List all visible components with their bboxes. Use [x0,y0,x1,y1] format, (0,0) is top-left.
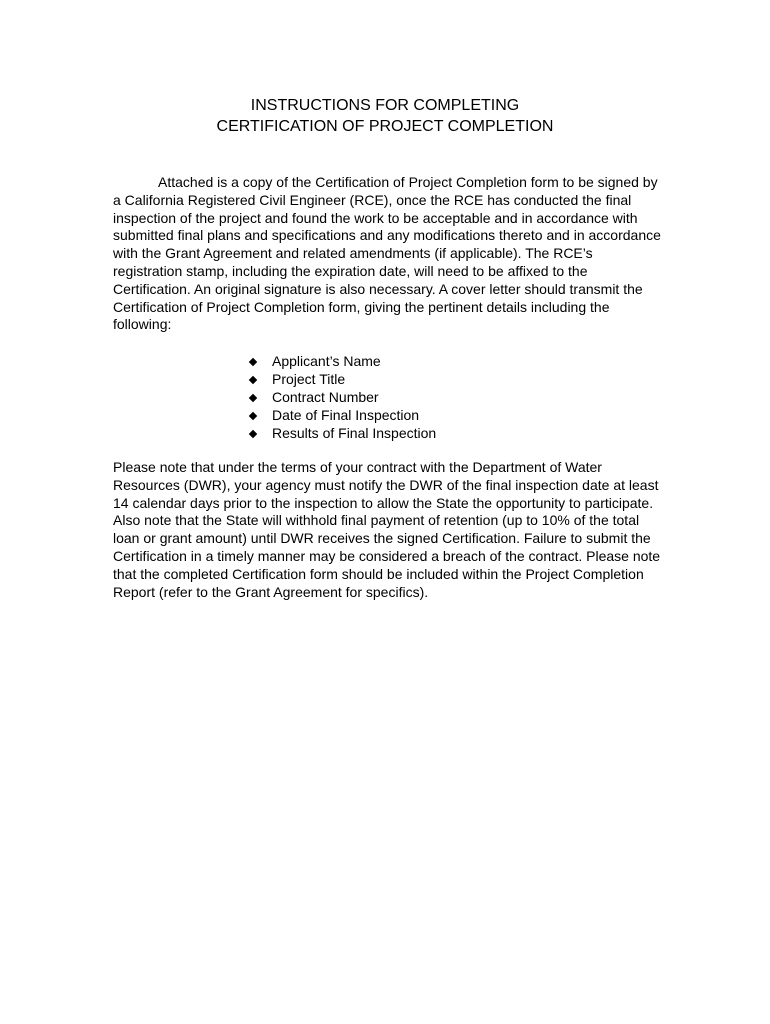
list-item [250,371,436,389]
title-line-2: CERTIFICATION OF PROJECT COMPLETION [216,118,554,135]
diamond-bullet-icon [249,376,257,384]
list-item [250,389,436,407]
intro-paragraph: Attached is a copy of the Certification of Project Completion form to be signed by a California Registered Civil Engineer (RCE), once the RCE has conducted the final inspection of the project and found the work to be acceptable and in accordance with submitted final plans and specifications and any modifications thereto and in accordance with the Grant Agreement and related amendments (if applicable). The RCE’s registration stamp, including the expiration date, will need to be affixed to the Certification. An original signature is also necessary. A cover letter should transmit the Certification of Project Completion form, giving the pertinent details including the following: [113,174,661,333]
list-item [250,353,436,371]
diamond-bullet-icon [249,429,257,437]
list-item [250,407,436,425]
required-details-list [250,353,436,443]
list-item-label: Project Title [272,370,346,387]
notice-paragraph: Please note that under the terms of your contract with the Department of Water Resources (DWR), your agency must notify the DWR of the final inspection date at least 14 calendar days prior to the inspection to allow the State the opportunity to participate. Also note that the State will withhold final payment of retention (up to 10% of the total loan or grant amount) until DWR receives the signed Certification. Failure to submit the Certification in a timely manner may be considered a breach of the contract. Please note that the completed Certification form should be included within the Project Completion Report (refer to the Grant Agreement for specifics). [113,459,661,600]
diamond-bullet-icon [249,411,257,419]
diamond-bullet-icon [249,358,257,366]
list-item [250,425,436,443]
document-title [0,95,770,137]
list-item-label: Results of Final Inspection [272,424,437,441]
list-item-label: Date of Final Inspection [272,406,420,423]
title-line-1: INSTRUCTIONS FOR COMPLETING [250,97,520,114]
diamond-bullet-icon [249,394,257,402]
list-item-label: Contract Number [272,388,379,405]
list-item-label: Applicant’s Name [272,353,381,369]
